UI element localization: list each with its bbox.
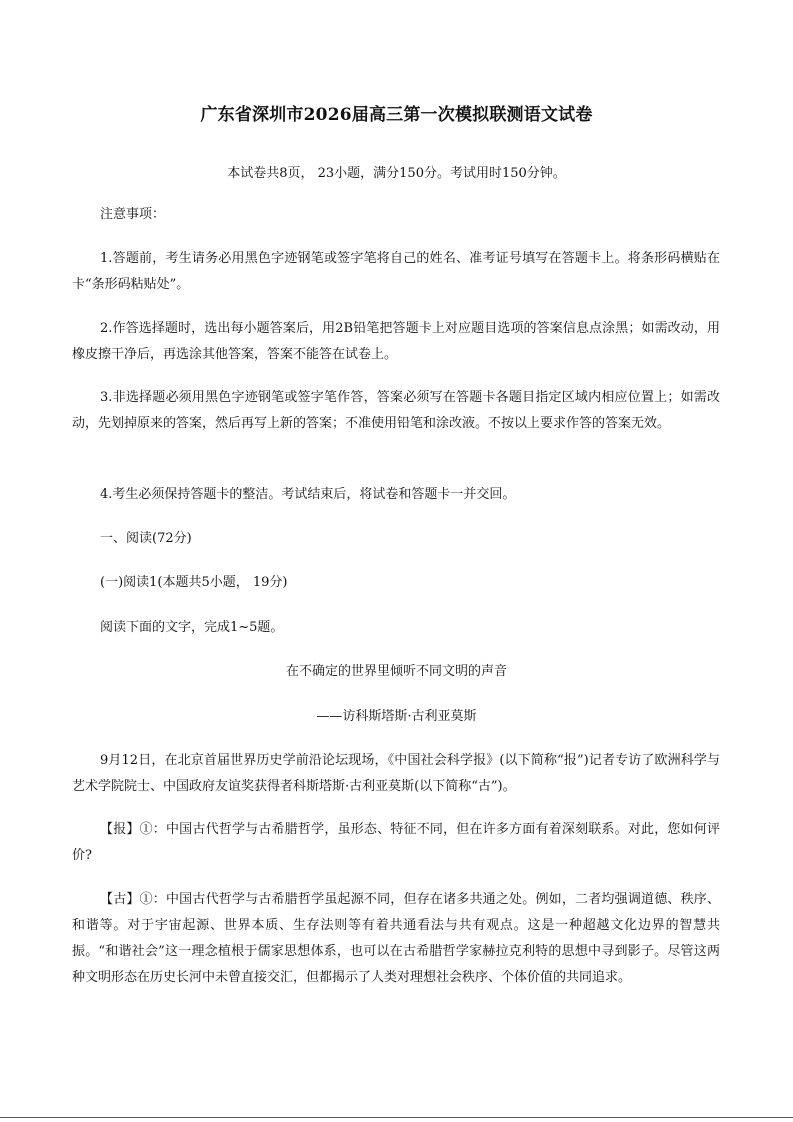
document-title: 广东省深圳市2026届高三第一次模拟联测语文试卷 xyxy=(200,105,593,125)
article-intro: 9月12日，在北京首届世界历史学前沿论坛现场，《中国社会科学报》(以下简称“报”)记者专访了欧洲科学与艺术学院院士、中国政府友谊奖获得者科斯塔斯·古利亚莫斯(以下简称“古”)。 xyxy=(72,753,720,794)
notice-item-1: 1.答题前，考生请务必用黑色字迹钢笔或签字笔将自己的姓名、准考证号填写在答题卡上。将条形码横贴在卡“条形码粘贴处”。 xyxy=(72,251,720,292)
notice-item-2: 2.作答选择题时，选出每小题答案后，用2B铅笔把答题卡上对应题目选项的答案信息点涂黑；如需改动，用橡皮擦干净后，再选涂其他答案，答案不能答在试卷上。 xyxy=(72,321,720,362)
interview-answer-1: 【古】①：中国古代哲学与古希腊哲学虽起源不同，但存在诸多共通之处。例如，二者均强调道德、秩序、和谐等。对于宇宙起源、世界本质、生存法则等有着共通看法与共有观点。这是一种超越文化边界的智慧共振。“和谐社会”这一理念植根于儒家思想体系，也可以在古希腊哲学家赫拉克利特的思想中寻到影子。尽管这两种文明形态在历史长河中未曾直接交汇，但都揭示了人类对理想社会秩序、个体价值的共同追求。 xyxy=(72,892,720,985)
exam-info: 本试卷共8页， 23小题，满分150分。考试用时150分钟。 xyxy=(227,166,566,181)
article-title: 在不确定的世界里倾听不同文明的声音 xyxy=(285,664,507,679)
notice-item-4: 4.考生必须保持答题卡的整洁。考试结束后，将试卷和答题卡一并交回。 xyxy=(100,487,516,502)
article-subtitle: ——访科斯塔斯·古利亚莫斯 xyxy=(316,709,477,724)
interview-question-1: 【报】①：中国古代哲学与古希腊哲学，虽形态、特征不同，但在许多方面有着深刻联系。对此，您如何评价? xyxy=(72,822,720,863)
notice-item-3: 3.非选择题必须用黑色字迹钢笔或签字笔作答，答案必须写在答题卡各题目指定区域内相应位置上；如需改动，先划掉原来的答案，然后再写上新的答案；不准使用铅笔和涂改液。不按以上要求作答的答案无效。 xyxy=(72,390,720,431)
page-bottom-rule xyxy=(0,1117,793,1118)
subsection-heading: (一)阅读1(本题共5小题， 19分) xyxy=(100,575,288,590)
notice-heading: 注意事项： xyxy=(100,207,166,222)
reading-instruction: 阅读下面的文字，完成1~5题。 xyxy=(100,620,284,635)
section-heading: 一、阅读(72分) xyxy=(100,531,192,546)
